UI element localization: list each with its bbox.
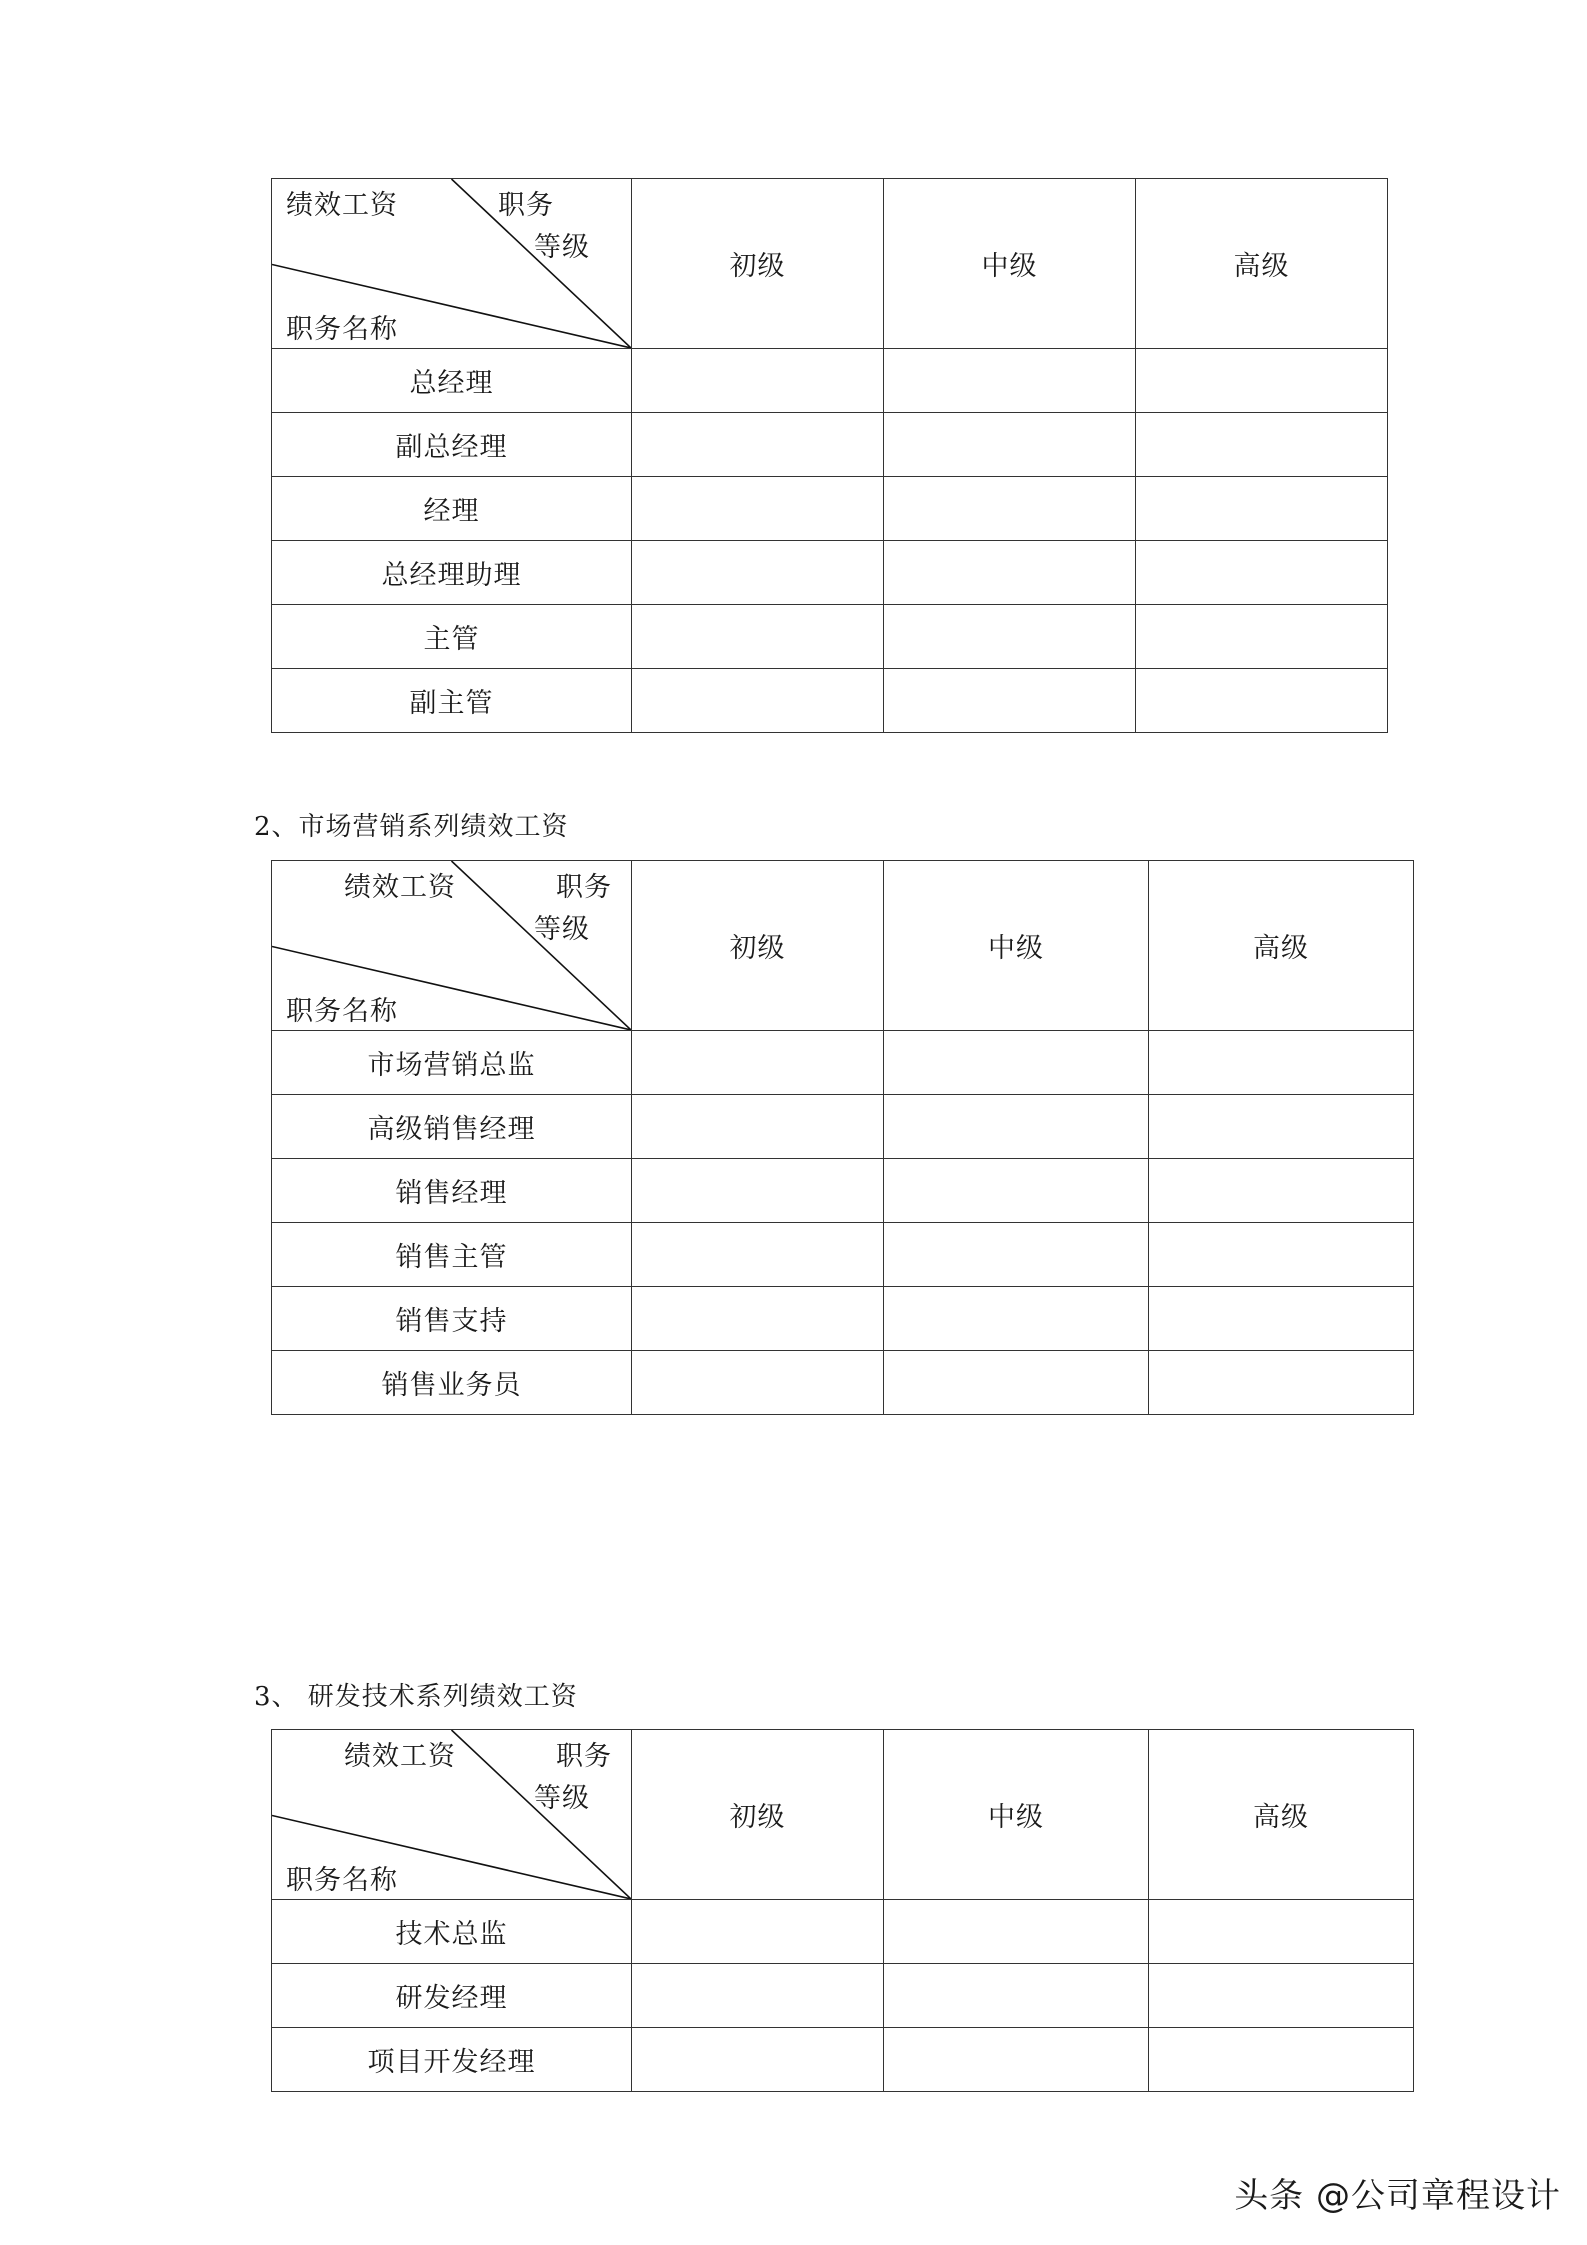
value-cell (632, 2028, 884, 2092)
value-cell (632, 1095, 884, 1159)
value-cell (632, 1964, 884, 2028)
watermark: 头条 @公司章程设计 (1234, 2176, 1561, 2216)
job-title-cell: 总经理助理 (272, 541, 632, 605)
table-row (272, 669, 1388, 733)
value-cell (1136, 413, 1388, 477)
value-cell (632, 349, 884, 413)
table-row (272, 541, 1388, 605)
value-cell (884, 477, 1136, 541)
value-cell (632, 1223, 884, 1287)
value-cell (1136, 541, 1388, 605)
corner-label-position: 职务 (556, 1741, 612, 1772)
section-caption-rnd: 3、 研发技术系列绩效工资 (254, 1682, 578, 1712)
table-row (272, 1287, 1414, 1351)
value-cell (632, 1900, 884, 1964)
value-cell (632, 477, 884, 541)
table-row (272, 605, 1388, 669)
value-cell (884, 1095, 1149, 1159)
corner-label-salary: 绩效工资 (344, 872, 456, 903)
value-cell (1136, 605, 1388, 669)
corner-label-salary: 绩效工资 (344, 1741, 456, 1772)
value-cell (1149, 1351, 1414, 1415)
section-caption-marketing: 2、市场营销系列绩效工资 (254, 812, 569, 842)
value-cell (1149, 1964, 1414, 2028)
level-header: 中级 (884, 1730, 1149, 1900)
value-cell (884, 605, 1136, 669)
value-cell (884, 669, 1136, 733)
level-header: 初级 (632, 179, 884, 349)
table-row (272, 2028, 1414, 2092)
job-title-cell: 主管 (272, 605, 632, 669)
value-cell (1149, 1095, 1414, 1159)
value-cell (632, 669, 884, 733)
job-title-cell: 经理 (272, 477, 632, 541)
salary-table-rnd (271, 1729, 1414, 2092)
job-title-cell: 项目开发经理 (272, 2028, 632, 2092)
job-title-cell: 副总经理 (272, 413, 632, 477)
value-cell (884, 1031, 1149, 1095)
value-cell (632, 1159, 884, 1223)
job-title-cell: 高级销售经理 (272, 1095, 632, 1159)
corner-label-position: 职务 (498, 190, 554, 221)
value-cell (1136, 669, 1388, 733)
value-cell (884, 1900, 1149, 1964)
value-cell (1149, 1159, 1414, 1223)
value-cell (632, 605, 884, 669)
table-row (272, 1095, 1414, 1159)
job-title-cell: 技术总监 (272, 1900, 632, 1964)
job-title-cell: 销售支持 (272, 1287, 632, 1351)
value-cell (1149, 2028, 1414, 2092)
job-title-cell: 研发经理 (272, 1964, 632, 2028)
value-cell (632, 1351, 884, 1415)
value-cell (884, 349, 1136, 413)
table-row (272, 1159, 1414, 1223)
value-cell (884, 2028, 1149, 2092)
corner-header-cell (272, 179, 632, 349)
value-cell (884, 1223, 1149, 1287)
value-cell (1149, 1287, 1414, 1351)
level-header: 高级 (1149, 861, 1414, 1031)
table-row (272, 413, 1388, 477)
corner-label-grade: 等级 (534, 1783, 590, 1814)
table-row (272, 1900, 1414, 1964)
level-header: 高级 (1149, 1730, 1414, 1900)
value-cell (884, 1351, 1149, 1415)
level-header: 中级 (884, 861, 1149, 1031)
job-title-cell: 销售经理 (272, 1159, 632, 1223)
job-title-cell: 总经理 (272, 349, 632, 413)
job-title-cell: 市场营销总监 (272, 1031, 632, 1095)
corner-label-job-title: 职务名称 (286, 996, 398, 1027)
value-cell (1136, 477, 1388, 541)
value-cell (632, 413, 884, 477)
table-row (272, 477, 1388, 541)
value-cell (1149, 1223, 1414, 1287)
job-title-cell: 销售主管 (272, 1223, 632, 1287)
table-row (272, 1964, 1414, 2028)
corner-label-grade: 等级 (534, 914, 590, 945)
value-cell (632, 541, 884, 605)
corner-label-job-title: 职务名称 (286, 314, 398, 345)
value-cell (632, 1287, 884, 1351)
value-cell (1136, 349, 1388, 413)
value-cell (884, 1159, 1149, 1223)
level-header: 高级 (1136, 179, 1388, 349)
value-cell (1149, 1031, 1414, 1095)
job-title-cell: 副主管 (272, 669, 632, 733)
table-row (272, 1351, 1414, 1415)
corner-label-grade: 等级 (534, 232, 590, 263)
value-cell (1149, 1900, 1414, 1964)
table-row (272, 1031, 1414, 1095)
salary-table-marketing (271, 860, 1414, 1415)
corner-label-job-title: 职务名称 (286, 1865, 398, 1896)
salary-table-executive (271, 178, 1388, 733)
corner-header-cell (272, 861, 632, 1031)
table-row (272, 349, 1388, 413)
level-header: 初级 (632, 1730, 884, 1900)
job-title-cell: 销售业务员 (272, 1351, 632, 1415)
corner-label-salary: 绩效工资 (286, 190, 398, 221)
value-cell (884, 413, 1136, 477)
corner-label-position: 职务 (556, 872, 612, 903)
value-cell (632, 1031, 884, 1095)
value-cell (884, 1287, 1149, 1351)
table-row (272, 1223, 1414, 1287)
level-header: 初级 (632, 861, 884, 1031)
corner-header-cell (272, 1730, 632, 1900)
value-cell (884, 541, 1136, 605)
value-cell (884, 1964, 1149, 2028)
level-header: 中级 (884, 179, 1136, 349)
